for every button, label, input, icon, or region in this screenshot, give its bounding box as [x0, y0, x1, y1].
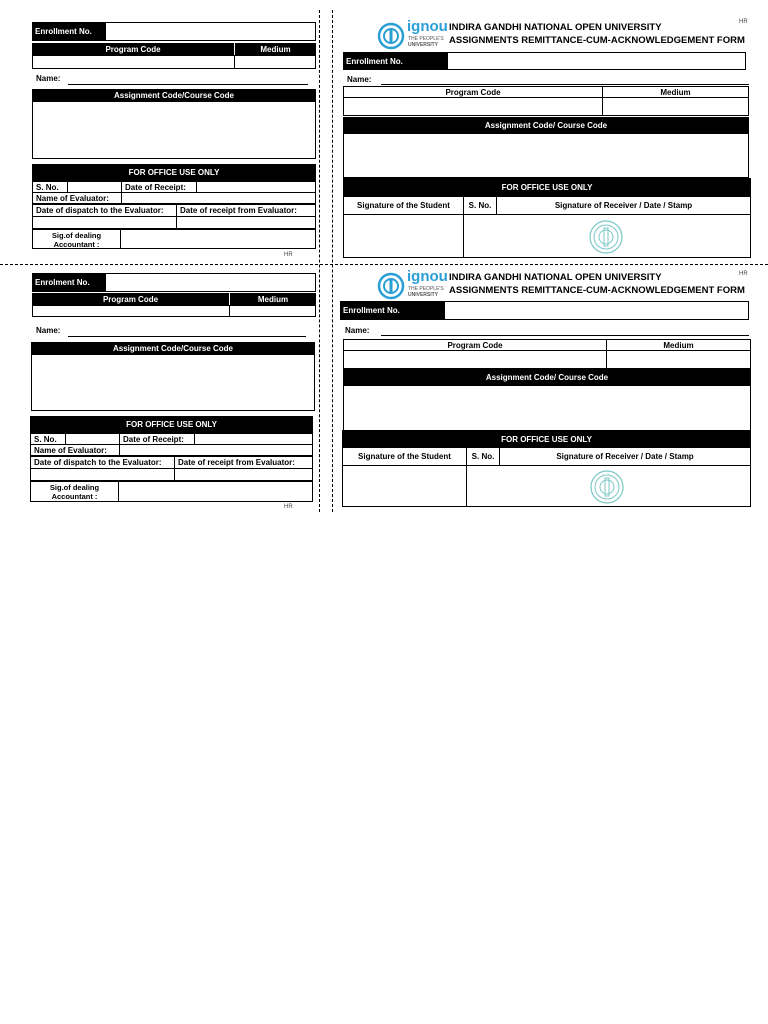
dispatch-label: Date of dispatch to the Evaluator: [32, 204, 177, 217]
sig-dealing-field[interactable] [118, 481, 313, 502]
sig-dealing-label: Sig.of dealing Accountant : [32, 229, 121, 249]
name-label: Name: [36, 74, 61, 83]
program-code-header: Program Code [343, 86, 603, 98]
enrolment-label: Enrollment No. [340, 301, 444, 320]
dispatch-field[interactable] [30, 468, 175, 481]
program-code-field[interactable] [32, 305, 230, 317]
receipt-evaluator-field[interactable] [174, 468, 313, 481]
evaluator-label: Name of Evaluator: [32, 192, 122, 204]
office-use-header: FOR OFFICE USE ONLY [30, 416, 313, 433]
assignment-code-header: Assignment Code/ Course Code [343, 117, 749, 133]
logo-tagline-2: UNIVERSITY [408, 292, 439, 298]
assignment-code-field[interactable] [343, 133, 749, 178]
ignou-watermark-icon [587, 468, 627, 506]
sno-label: S. No. [32, 181, 68, 193]
hr-mark: HR [739, 19, 748, 25]
receipt-evaluator-label: Date of receipt from Evaluator: [174, 456, 313, 469]
sig-student-header: Signature of the Student [343, 196, 464, 215]
medium-header: Medium [229, 293, 316, 305]
program-code-header: Program Code [343, 339, 607, 351]
medium-field[interactable] [234, 55, 316, 69]
program-code-header: Program Code [32, 293, 229, 305]
name-label: Name: [36, 326, 61, 335]
name-field[interactable] [68, 84, 308, 85]
university-title: INDIRA GANDHI NATIONAL OPEN UNIVERSITY [449, 272, 662, 283]
office-use-header: FOR OFFICE USE ONLY [32, 164, 316, 181]
program-code-header: Program Code [32, 43, 234, 55]
assignment-code-header: Assignment Code/ Course Code [343, 369, 751, 385]
hr-mark: HR [284, 252, 293, 258]
sig-receiver-field[interactable] [463, 214, 751, 258]
enrolment-field[interactable] [447, 52, 746, 70]
sig-dealing-label: Sig.of dealing Accountant : [30, 481, 119, 502]
date-receipt-label: Date of Receipt: [119, 433, 195, 445]
sig-receiver-header: Signature of Receiver / Date / Stamp [496, 196, 751, 215]
dispatch-field[interactable] [32, 216, 177, 229]
assignment-code-header: Assignment Code/Course Code [32, 89, 316, 101]
name-field[interactable] [68, 336, 306, 337]
enrolment-label: Enrolment No. [32, 273, 105, 292]
ignou-watermark-icon [586, 218, 626, 256]
assignment-code-field[interactable] [343, 385, 751, 431]
sig-student-field[interactable] [343, 214, 464, 258]
logo-tagline-1: THE PEOPLE'S [408, 36, 444, 42]
medium-field[interactable] [229, 305, 316, 317]
form-title: ASSIGNMENTS REMITTANCE-CUM-ACKNOWLEDGEMENT FORM [449, 285, 745, 296]
cut-line-vertical-2 [332, 10, 333, 512]
evaluator-label: Name of Evaluator: [30, 444, 120, 456]
enrolment-label: Enrollment No. [343, 52, 447, 70]
hr-mark: HR [284, 504, 293, 510]
enrolment-field[interactable] [444, 301, 749, 320]
name-label: Name: [347, 75, 372, 84]
logo-word: ignou [407, 18, 448, 35]
sig-student-field[interactable] [342, 465, 467, 507]
sig-receiver-header: Signature of Receiver / Date / Stamp [499, 447, 751, 466]
sig-dealing-field[interactable] [120, 229, 316, 249]
medium-header: Medium [606, 339, 751, 351]
sno-label: S. No. [30, 433, 66, 445]
program-code-field[interactable] [343, 350, 607, 369]
logo-tagline-1: THE PEOPLE'S [408, 286, 444, 292]
assignment-code-field[interactable] [32, 101, 316, 159]
name-field[interactable] [381, 335, 749, 336]
ignou-logo-icon [376, 20, 446, 50]
receipt-evaluator-label: Date of receipt from Evaluator: [176, 204, 316, 217]
medium-header: Medium [602, 86, 749, 98]
cut-line-vertical [319, 10, 320, 512]
sig-receiver-field[interactable] [466, 465, 751, 507]
medium-header: Medium [234, 43, 316, 55]
enrolment-field[interactable] [105, 273, 316, 292]
medium-field[interactable] [606, 350, 751, 369]
evaluator-field[interactable] [121, 192, 316, 204]
form-title: ASSIGNMENTS REMITTANCE-CUM-ACKNOWLEDGEMENT FORM [449, 35, 745, 46]
sno-header: S. No. [463, 196, 497, 215]
assignment-code-header: Assignment Code/Course Code [31, 342, 315, 354]
sig-student-header: Signature of the Student [342, 447, 467, 466]
sno-header: S. No. [466, 447, 500, 466]
name-label: Name: [345, 326, 370, 335]
office-use-header: FOR OFFICE USE ONLY [343, 178, 751, 196]
receipt-evaluator-field[interactable] [176, 216, 316, 229]
medium-field[interactable] [602, 97, 749, 116]
logo-tagline-2: UNIVERSITY [408, 42, 439, 48]
enrolment-field[interactable] [105, 22, 316, 41]
assignment-code-field[interactable] [31, 354, 315, 411]
program-code-field[interactable] [32, 55, 235, 69]
dispatch-label: Date of dispatch to the Evaluator: [30, 456, 175, 469]
cut-line-horizontal [0, 264, 768, 265]
evaluator-field[interactable] [119, 444, 313, 456]
logo-word: ignou [407, 268, 448, 285]
office-use-header: FOR OFFICE USE ONLY [342, 430, 751, 448]
university-title: INDIRA GANDHI NATIONAL OPEN UNIVERSITY [449, 22, 662, 33]
hr-mark: HR [739, 271, 748, 277]
enrolment-label: Enrollment No. [32, 22, 105, 41]
date-receipt-label: Date of Receipt: [121, 181, 197, 193]
program-code-field[interactable] [343, 97, 603, 116]
ignou-logo-icon [376, 270, 446, 300]
name-field[interactable] [381, 84, 749, 85]
